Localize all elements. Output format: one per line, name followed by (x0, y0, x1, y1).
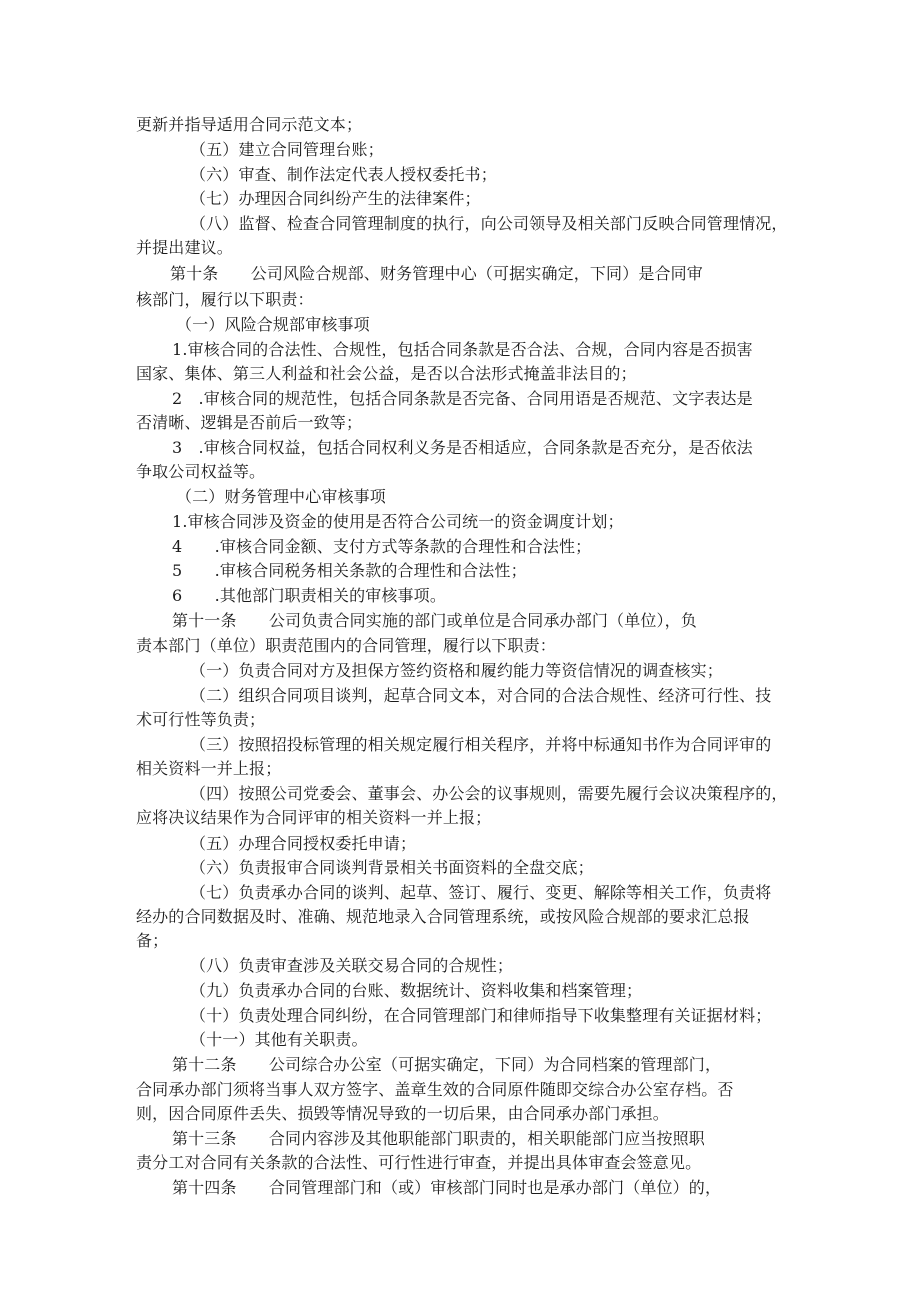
text-line: 核部门，履行以下职责： (136, 290, 314, 309)
text-line: 术可行性等负责； (136, 710, 266, 729)
text-line: （七）负责承办合同的谈判、起草、签订、履行、变更、解除等相关工作，负责将 (190, 883, 772, 902)
article-heading: 第十一条 公司负责合同实施的部门或单位是合同承办部门（单位），负 (172, 611, 697, 630)
text-line: （一）负责合同对方及担保方签约资格和履约能力等资信情况的调查核实； (190, 661, 723, 680)
text-line: （二）组织合同项目谈判，起草合同文本，对合同的合法合规性、经济可行性、技 (190, 686, 772, 705)
text-line: 1.审核合同的合法性、合规性，包括合同条款是否合法、合规，合同内容是否损害 (172, 340, 753, 359)
text-line: 合同承办部门须将当事人双方签字、盖章生效的合同原件随即交综合办公室存档。否 (136, 1080, 734, 1099)
article-heading: 第十四条 合同管理部门和（或）审核部门同时也是承办部门（单位）的， (172, 1178, 722, 1197)
text-line: 1.审核合同涉及资金的使用是否符合公司统一的资金调度计划； (172, 512, 624, 531)
text-line: 经办的合同数据及时、准确、规范地录入合同管理系统，或按风险合规部的要求汇总报 (136, 907, 750, 926)
text-line: 备； (136, 931, 169, 950)
text-line: （五）办理合同授权委托申请； (190, 834, 417, 853)
text-line: 则，因合同原件丢失、损毁等情况导致的一切后果，由合同承办部门承担。 (136, 1104, 669, 1123)
text-line: （六）审查、制作法定代表人授权委托书； (190, 165, 497, 184)
text-line: 责本部门（单位）职责范围内的合同管理，履行以下职责： (136, 636, 556, 655)
text-line: 相关资料一并上报； (136, 759, 282, 778)
text-line: （八）负责审查涉及关联交易合同的合规性； (190, 956, 514, 975)
text-line: （八）监督、检查合同管理制度的执行，向公司领导及相关部门反映合同管理情况， (190, 214, 788, 233)
article-heading: 第十三条 合同内容涉及其他职能部门职责的，相关职能部门应当按照职 (172, 1129, 705, 1148)
text-line: （六）负责报审合同谈判背景相关书面资料的全盘交底； (190, 858, 594, 877)
section-heading: （二）财务管理中心审核事项 (176, 487, 386, 506)
text-line: （四）按照公司党委会、董事会、办公会的议事规则，需要先履行会议决策程序的， (190, 784, 788, 803)
text-line: 4 .审核合同金额、支付方式等条款的合理性和合法性； (172, 537, 592, 556)
article-heading: 第十二条 公司综合办公室（可据实确定，下同）为合同档案的管理部门， (172, 1055, 722, 1074)
article-heading: 第十条 公司风险合规部、财务管理中心（可据实确定，下同）是合同审 (170, 264, 703, 283)
text-line: 3 .审核合同权益，包括合同权利义务是否相适应，合同条款是否充分，是否依法 (172, 438, 753, 457)
text-line: （十一）其他有关职责。 (190, 1030, 368, 1049)
text-line: 争取公司权益等。 (136, 462, 266, 481)
section-heading: （一）风险合规部审核事项 (176, 315, 370, 334)
text-line: （三）按照招投标管理的相关规定履行相关程序，并将中标通知书作为合同评审的 (190, 735, 772, 754)
text-line: 国家、集体、第三人利益和社会公益，是否以合法形式掩盖非法目的； (136, 364, 637, 383)
text-line: 应将决议结果作为合同评审的相关资料一并上报； (136, 808, 492, 827)
text-line: 否清晰、逻辑是否前后一致等； (136, 413, 363, 432)
text-line: （七）办理因合同纠纷产生的法律案件； (190, 189, 481, 208)
text-line: 6 .其他部门职责相关的审核事项。 (172, 586, 446, 605)
text-line: 更新并指导适用合同示范文本； (136, 115, 363, 134)
text-line: 并提出建议。 (136, 238, 233, 257)
text-line: （五）建立合同管理台账； (190, 140, 384, 159)
text-line: （十）负责处理合同纠纷，在合同管理部门和律师指导下收集整理有关证据材料； (190, 1006, 772, 1025)
text-line: 2 .审核合同的规范性，包括合同条款是否完备、合同用语是否规范、文字表达是 (172, 389, 753, 408)
text-line: 责分工对合同有关条款的合法性、可行性进行审查，并提出具体审查会签意见。 (136, 1153, 702, 1172)
text-line: （九）负责承办合同的台账、数据统计、资料收集和档案管理； (190, 981, 643, 1000)
text-line: 5 .审核合同税务相关条款的合理性和合法性； (172, 561, 527, 580)
